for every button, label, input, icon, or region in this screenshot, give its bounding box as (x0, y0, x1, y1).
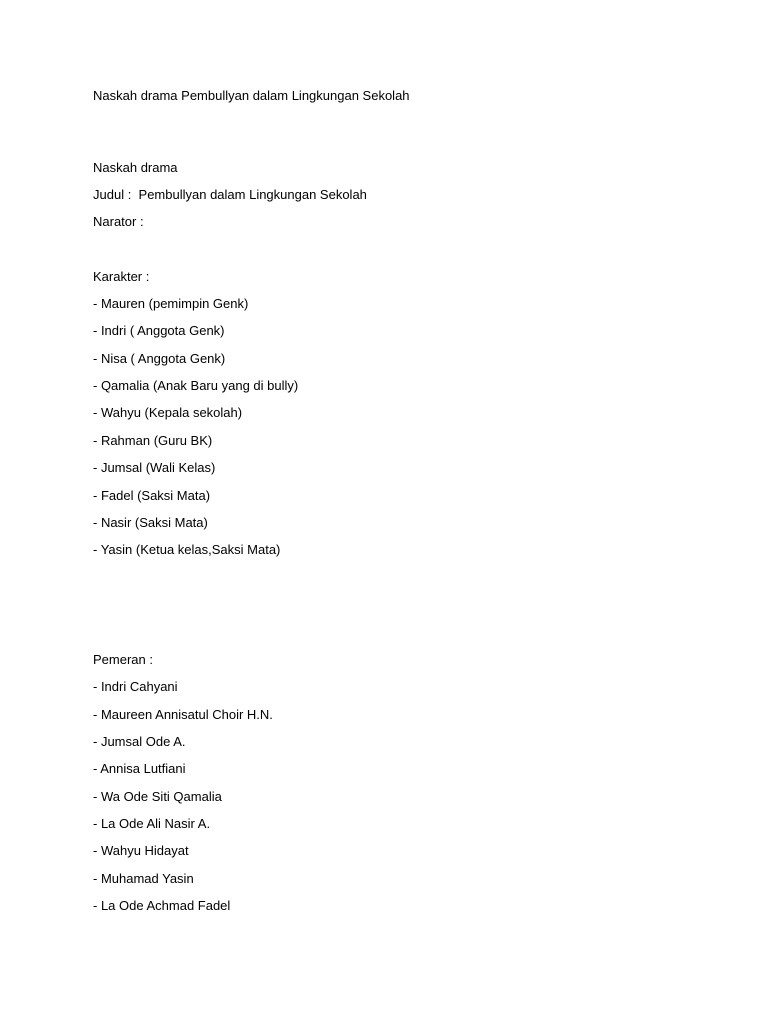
list-item: - Rahman (Guru BK) (93, 433, 213, 448)
list-item: - Maureen Annisatul Choir H.N. (93, 707, 273, 722)
list-item: - Wahyu Hidayat (93, 843, 189, 858)
list-item: - Annisa Lutfiani (93, 761, 186, 776)
list-item: - Nisa ( Anggota Genk) (93, 351, 226, 366)
judul-line: Judul : Pembullyan dalam Lingkungan Sekolah (93, 187, 367, 202)
narator-line: Narator : (93, 214, 144, 229)
list-item: - Wahyu (Kepala sekolah) (93, 405, 243, 420)
karakter-label: Karakter : (93, 269, 150, 284)
list-item: - Jumsal Ode A. (93, 734, 186, 749)
document-heading: Naskah drama Pembullyan dalam Lingkungan Sekolah (93, 88, 410, 103)
list-item: - La Ode Achmad Fadel (93, 898, 231, 913)
subheading: Naskah drama (93, 160, 178, 175)
list-item: - Muhamad Yasin (93, 871, 194, 886)
list-item: - Wa Ode Siti Qamalia (93, 789, 222, 804)
list-item: - Jumsal (Wali Kelas) (93, 460, 216, 475)
list-item: - Indri ( Anggota Genk) (93, 323, 225, 338)
list-item: - Indri Cahyani (93, 679, 178, 694)
list-item: - Qamalia (Anak Baru yang di bully) (93, 378, 299, 393)
list-item: - Mauren (pemimpin Genk) (93, 296, 249, 311)
list-item: - La Ode Ali Nasir A. (93, 816, 211, 831)
list-item: - Fadel (Saksi Mata) (93, 488, 211, 503)
list-item: - Yasin (Ketua kelas,Saksi Mata) (93, 542, 281, 557)
list-item: - Nasir (Saksi Mata) (93, 515, 208, 530)
pemeran-label: Pemeran : (93, 652, 153, 667)
